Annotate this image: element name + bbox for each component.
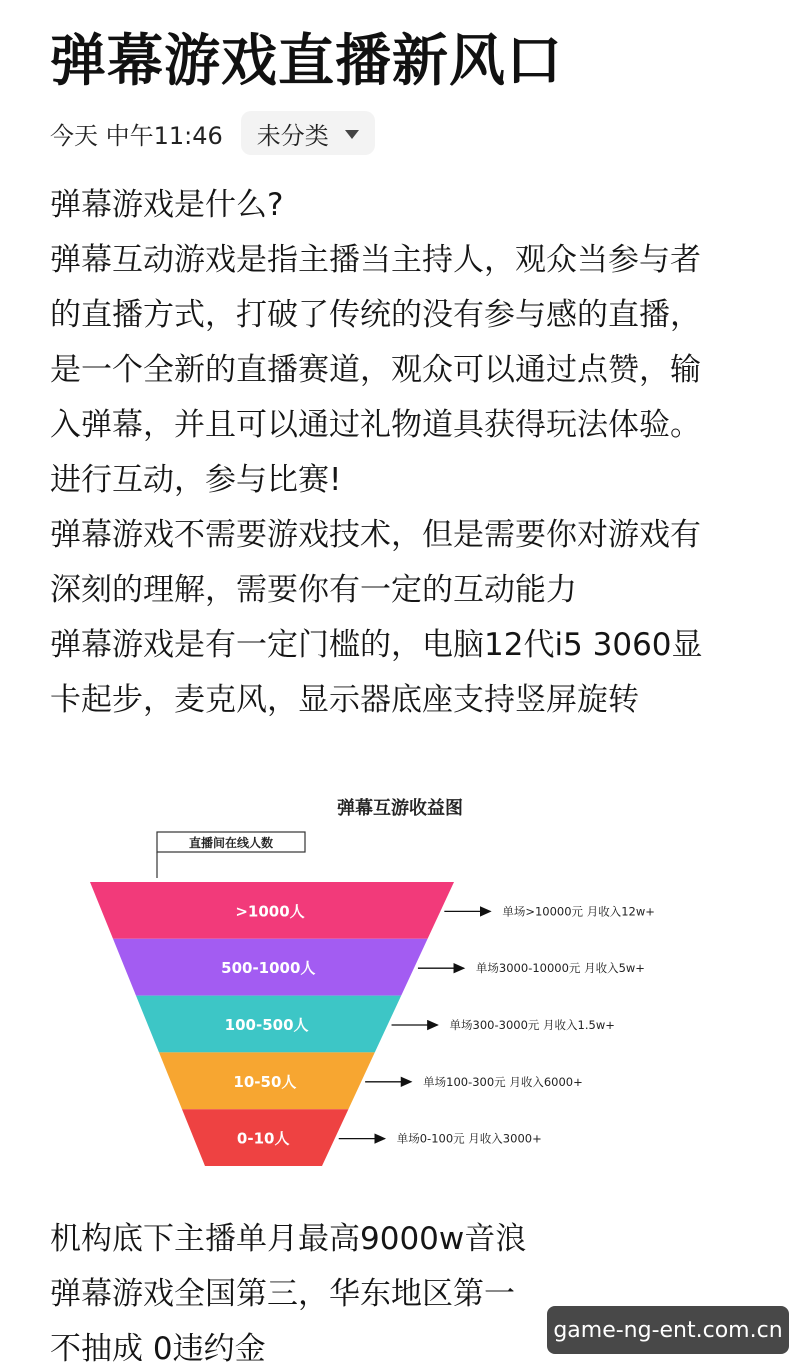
funnel-level-label: >1000人 (235, 902, 305, 921)
funnel-level-note: 单场300-3000元 月收入1.5w+ (449, 1018, 615, 1032)
article-body (50, 178, 770, 728)
footer-line: 不抽成 0违约金 (50, 1331, 266, 1367)
funnel-level-label: 500-1000人 (221, 959, 316, 978)
footer-line: 弹幕游戏全国第三，华东地区第一 (50, 1276, 515, 1312)
funnel-level-label: 10-50人 (233, 1072, 297, 1091)
paragraph-line: 弹幕游戏是有一定门槛的，电脑12代i5 3060显 (50, 627, 703, 663)
paragraph-line: 卡起步，麦克风，显示器底座支持竖屏旋转 (50, 682, 639, 718)
publish-time: 今天 中午11:46 (50, 121, 223, 150)
paragraph-line: 弹幕游戏不需要游戏技术，但是需要你对游戏有 (50, 517, 701, 553)
paragraph-line: 弹幕互动游戏是指主播当主持人，观众当参与者 (50, 242, 701, 278)
revenue-funnel-image (60, 780, 740, 1180)
category-dropdown[interactable] (241, 111, 375, 155)
article-title: 弹幕游戏直播新风口 (50, 29, 563, 94)
article-meta (50, 108, 375, 158)
paragraph-line: 入弹幕，并且可以通过礼物道具获得玩法体验。 (50, 407, 701, 443)
paragraph-line: 是一个全新的直播赛道，观众可以通过点赞，输 (50, 352, 701, 388)
article-footer (50, 1212, 526, 1367)
funnel-level-label: 0-10人 (236, 1129, 290, 1148)
paragraph-line: 进行互动，参与比赛! (50, 462, 342, 498)
funnel-level-note: 单场3000-10000元 月收入5w+ (475, 961, 645, 976)
category-label: 未分类 (256, 121, 329, 150)
chart-title: 弹幕互游收益图 (337, 798, 463, 819)
funnel-level-note: 单场0-100元 月收入3000+ (396, 1131, 542, 1146)
watermark: game-ng-ent.com.cn (547, 1306, 789, 1354)
footer-line: 机构底下主播单月最高9000w音浪 (50, 1221, 527, 1257)
paragraph-line: 的直播方式，打破了传统的没有参与感的直播， (50, 297, 701, 333)
chevron-down-icon (345, 130, 359, 139)
funnel-level-label: 100-500人 (224, 1016, 309, 1034)
axis-label: 直播间在线人数 (188, 836, 274, 850)
funnel-level-note: 单场>10000元 月收入12w+ (502, 904, 655, 919)
funnel-level-note: 单场100-300元 月收入6000+ (423, 1074, 583, 1089)
paragraph-line: 弹幕游戏是什么? (50, 187, 284, 223)
funnel-chart (60, 780, 740, 1180)
paragraph-line: 深刻的理解，需要你有一定的互动能力 (50, 572, 577, 608)
